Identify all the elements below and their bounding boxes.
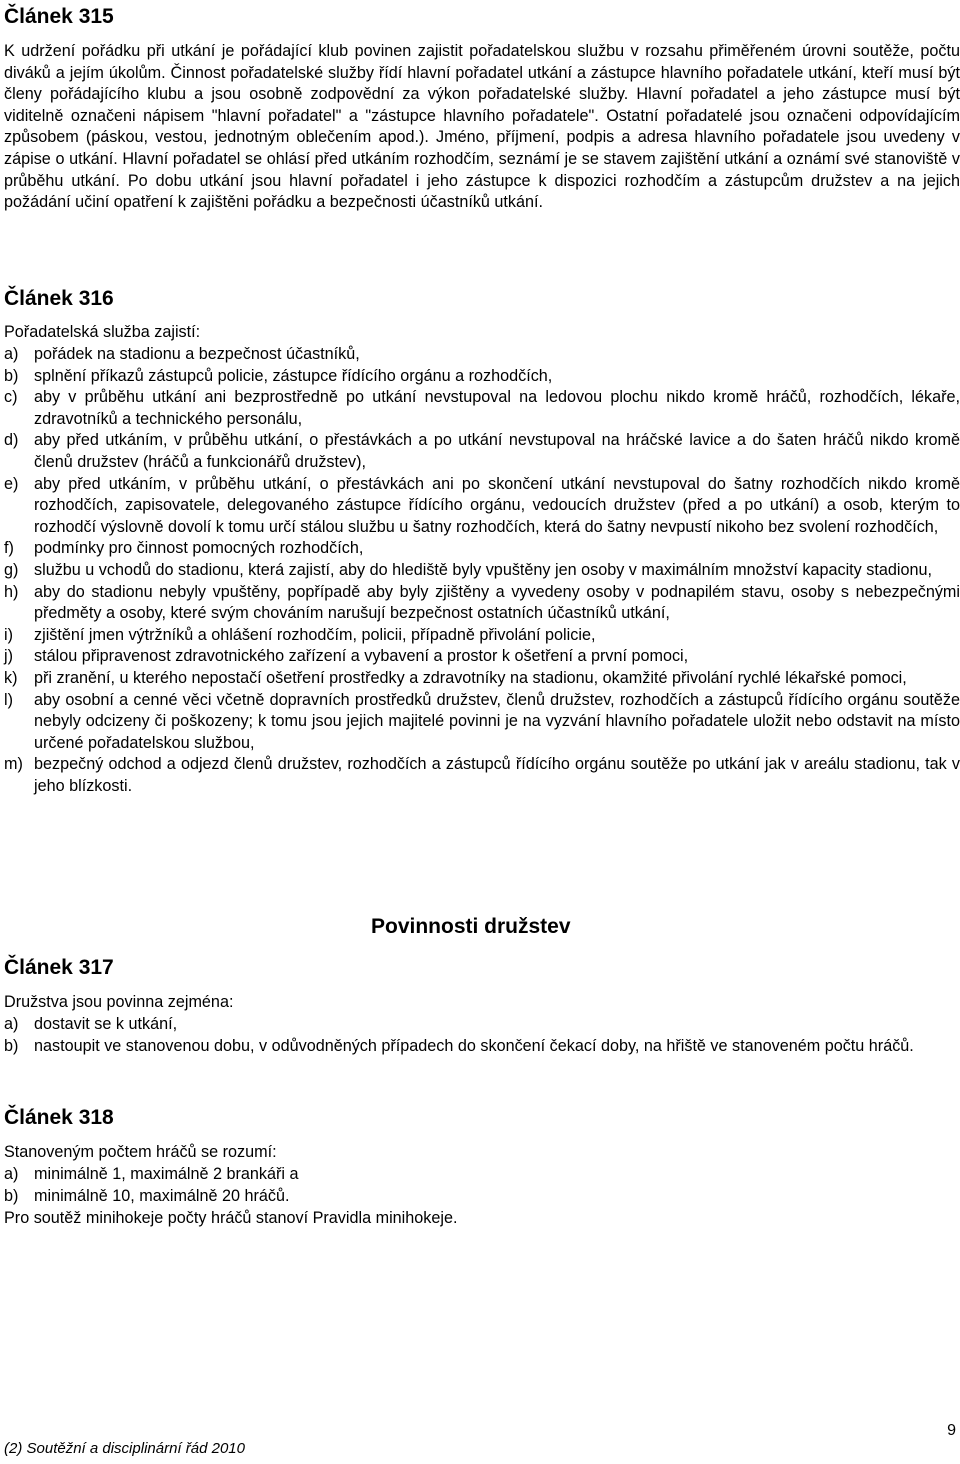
list-marker: c): [4, 388, 18, 407]
list-item: [4, 1186, 960, 1208]
list-item-text: bezpečný odchod a odjezd členů družstev, rozhodčích a zástupců řídícího orgánu soutěže po utkání jak v areálu stadionu, tak v jeho blízkosti.: [34, 755, 960, 795]
list-item: [4, 474, 960, 539]
article-315-heading: Článek 315: [4, 5, 114, 28]
list-item-text: nastoupit ve stanovenou dobu, v odůvodněných případech do skončení čekací doby, na hřiště ve stanoveném počtu hráčů.: [34, 1036, 914, 1055]
list-marker: a): [4, 1165, 19, 1183]
list-marker: g): [4, 560, 19, 579]
list-marker: j): [4, 647, 13, 666]
list-item: [4, 1014, 960, 1036]
list-item: [4, 560, 960, 582]
list-item-text: minimálně 1, maximálně 2 brankáři a: [34, 1165, 299, 1183]
article-316-intro: Pořadatelská služba zajistí:: [4, 323, 201, 341]
list-marker: e): [4, 474, 19, 493]
list-item: [4, 1036, 960, 1058]
list-marker: b): [4, 1186, 19, 1205]
list-item-text: aby před utkáním, v průběhu utkání, o přestávkách ani po skončení utkání nevstupoval do šatny rozhodčích nikdo kromě rozhodčích, zapisovatele, delegovaného zástupce řídícího orgánu, vedoucích družstev (před a po utkání) a osob, kterým to rozhodčí výslovně dovolí k tomu určí stálou službu u šatny rozhodčích, která do šatny nevpustí nikoho bez svolení rozhodčích,: [34, 474, 960, 536]
list-item-text: aby osobní a cenné věci včetně dopravních prostředků družstev, členů družstev, rozhodčích a zástupců řídícího orgánu soutěže nebyly odcizeny či poškozeny; k tomu jsou jejich majitelé povinni je na vyzvání hlavního pořadatele uložit nebo odstavit na místo určené pořadatelskou službou,: [34, 690, 960, 752]
list-item: [4, 344, 960, 366]
list-marker: b): [4, 366, 19, 385]
article-315-text: K udržení pořádku při utkání je pořádající klub povinen zajistit pořadatelskou službu v rozsahu přiměřeném úrovni soutěže, počtu diváků a jejím úkolům. Činnost pořadatelské služby řídí hlavní pořadatel utkání a zástupce hlavního pořadatele utkání, kteří musí být členy pořádajícího klubu a jsou osobně zodpovědní za výkon pořadatelské služby. Hlavní pořadatel a jeho zástupce musí být viditelně označeni nápisem "hlavní pořadatel" a "zástupce hlavního pořadatele". Ostatní pořadatelé jsou označeni odpovídajícím způsobem (páskou, vestou, jednotným oblečením apod.). Jméno, příjmení, podpis a adresa hlavního pořadatele jsou uvedeny v zápise o utkání. Hlavní pořadatel se ohlásí před utkáním rozhodčím, seznámí je se stavem zajištění utkání a oznámí své stanoviště v průběhu utkání. Po dobu utkání jsou hlavní pořadatel i jeho zástupce k dispozici rozhodčím a zástupcům družstev a na jejich požádání učiní opatření k zajištěni pořádku a bezpečnosti účastníků utkání.: [4, 42, 960, 212]
list-marker: m): [4, 755, 23, 774]
list-item-text: podmínky pro činnost pomocných rozhodčích,: [34, 539, 364, 558]
article-318-heading: Článek 318: [4, 1106, 114, 1129]
list-item-text: stálou připravenost zdravotnického zařízení a vybavení a prostor k ošetření a první pomoci,: [34, 647, 689, 666]
list-item: [4, 387, 960, 430]
list-marker: i): [4, 625, 13, 644]
list-item-text: aby před utkáním, v průběhu utkání, o přestávkách a po utkání nevstupoval na hráčské lavice a do šaten hráčů nikdo kromě členů družstev (hráčů a funkcionářů družstev),: [34, 431, 960, 471]
list-item: [4, 625, 960, 647]
list-item: [4, 366, 960, 388]
list-marker: a): [4, 1015, 19, 1033]
list-item-text: pořádek na stadionu a bezpečnost účastníků,: [34, 345, 360, 363]
list-item: [4, 430, 960, 473]
list-item: [4, 754, 960, 797]
article-318-intro: Stanoveným počtem hráčů se rozumí:: [4, 1143, 277, 1161]
article-316-heading: Článek 316: [4, 287, 114, 310]
article-318-list: [4, 1164, 960, 1207]
list-item: [4, 538, 960, 560]
list-item-text: při zranění, u kterého nepostačí ošetření prostředky a zdravotníky na stadionu, okamžité přivolání rychlé lékařské pomoci,: [34, 668, 907, 687]
article-317-list: [4, 1014, 960, 1057]
list-item-text: dostavit se k utkání,: [34, 1015, 178, 1033]
list-item: [4, 646, 960, 668]
section-title: Povinnosti družstev: [371, 915, 571, 938]
list-item-text: splnění příkazů zástupců policie, zástupce řídícího orgánu a rozhodčích,: [34, 366, 553, 385]
list-marker: k): [4, 668, 18, 687]
page-number: 9: [947, 1422, 956, 1439]
list-marker: l): [4, 690, 13, 709]
list-item: [4, 1164, 960, 1186]
article-316-list: [4, 344, 960, 797]
list-marker: d): [4, 431, 19, 450]
list-item: [4, 582, 960, 625]
list-item: [4, 690, 960, 755]
article-318-note: Pro soutěž minihokeje počty hráčů stanoví Pravidla minihokeje.: [4, 1209, 458, 1227]
list-item-text: aby v průběhu utkání ani bezprostředně po utkání nevstupoval na ledovou plochu nikdo kromě hráčů, rozhodčích, lékaře, zdravotníků a technického personálu,: [34, 388, 960, 428]
list-item-text: službu u vchodů do stadionu, která zajistí, aby do hlediště byly vpuštěny jen osoby v maximálním množství kapacity stadionu,: [34, 560, 932, 579]
list-item-text: zjištění jmen výtržníků a ohlášení rozhodčím, policii, případně přivolání policie,: [34, 625, 596, 644]
list-marker: f): [4, 539, 14, 558]
list-marker: a): [4, 345, 19, 363]
list-marker: b): [4, 1036, 19, 1055]
article-317-heading: Článek 317: [4, 956, 114, 979]
list-marker: h): [4, 582, 19, 601]
list-item-text: minimálně 10, maximálně 20 hráčů.: [34, 1186, 290, 1205]
list-item: [4, 668, 960, 690]
list-item-text: aby do stadionu nebyly vpuštěny, popřípadě aby byly zjištěny a vyvedeny osoby v podnapilém stavu, osoby s nebezpečnými předměty a osoby, které svým chováním narušují bezpečnost ostatních účastníků utkání,: [34, 582, 960, 623]
footer-document-title: (2) Soutěžní a disciplinární řád 2010: [4, 1440, 245, 1457]
article-317-intro: Družstva jsou povinna zejména:: [4, 993, 234, 1011]
